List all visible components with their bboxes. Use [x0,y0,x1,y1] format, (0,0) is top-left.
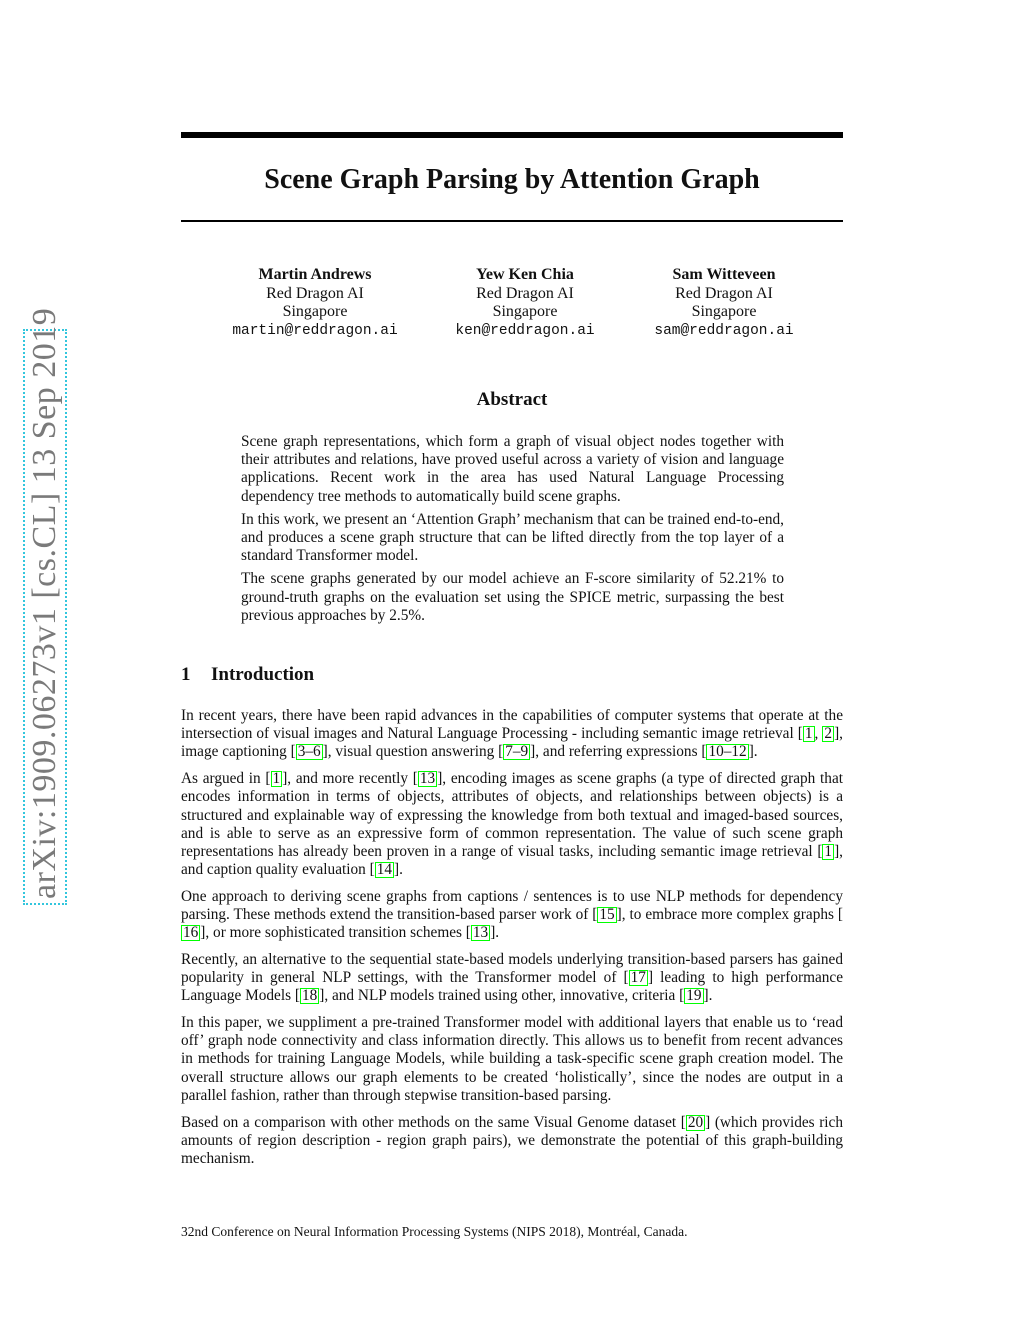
text-run: , [814,725,823,743]
citation-link[interactable]: 1 [824,842,833,860]
body-paragraph [181,951,843,1006]
abstract-paragraph: In this work, we present an ‘Attention Graph’ mechanism that can be trained end-to-end, and produces a scene graph structure that can be lifted directly from the top layer of a standard Transformer model. [241,510,784,565]
section-number: 1 [181,664,191,685]
author-location: Singapore [282,303,348,320]
abstract-heading: Abstract [476,389,548,410]
title-bottom-rule [181,220,843,222]
author-location: Singapore [492,303,558,320]
body-paragraph: In this paper, we suppliment a pre-trained Transformer model with additional layers that enable us to ‘read off’ graph node connectivity and class information directly. This allows us to benefit from recent advances in methods for training Language Models, while building a task-specific scene graph creation model. The overall structure allows our graph elements to be created ‘holistically’, since the nodes are output in a parallel fashion, rather than through stepwise transition-based parsing. [181,1014,843,1104]
abstract-paragraph: Scene graph representations, which form a graph of visual object nodes together with their attributes and relations, have proved useful across a variety of vision and language applications. Recent work in the area has used Natural Language Processing dependency tree methods to automatically build scene graphs. [241,433,784,505]
abstract-paragraph: The scene graphs generated by our model achieve an F-score similarity of 52.21% to ground-truth graphs on the evaluation set using the SPICE metric, surpassing the best previous approaches by 2.5%. [241,570,784,624]
citation-link[interactable]: 13 [419,770,436,788]
text-run: ]. [490,924,500,942]
text-run: One approach to deriving scene graphs from captions / sentences is to use NLP methods for dependency parsing. These methods extend the transition-based parser work of [ [181,887,843,924]
author-affiliation: Red Dragon AI [476,284,574,302]
author-email[interactable]: martin@reddragon.ai [232,322,398,339]
text-run: ], and NLP models trained using other, innovative, criteria [ [319,987,685,1005]
text-run: ], visual question answering [ [322,743,504,761]
author-location: Singapore [691,303,757,320]
citation-link[interactable]: 15 [599,906,615,924]
text-run: Recently, an alternative to the sequential state-based models underlying transition-based parsers has gained popularity in general NLP settings, with the Transformer model of [ [181,950,843,987]
author-affiliation: Red Dragon AI [675,284,773,302]
text-run: ], and caption quality evaluation [ [181,842,843,879]
author-name: Yew Ken Chia [476,266,574,283]
arxiv-identifier-stamp: arXiv:1909.06273v1 [cs.CL] 13 Sep 2019 [23,329,67,905]
text-run: Based on a comparison with other methods on the same Visual Genome dataset [ [181,1113,686,1131]
author-name: Sam Witteveen [672,266,776,283]
body-paragraph [181,888,843,943]
author-2 [415,266,635,340]
citation-link[interactable]: 20 [687,1113,704,1131]
citation-link[interactable]: 7–9 [505,743,529,761]
citation-link[interactable]: 1 [804,725,813,743]
abstract [241,433,784,630]
text-run: In recent years, there have been rapid advances in the capabilities of computer systems that operate at the intersection of visual images and Natural Language Processing - including semantic image retrieval [ [181,707,843,743]
citation-link[interactable]: 2 [824,725,833,743]
text-run: ], and more recently [ [282,770,418,788]
author-email[interactable]: sam@reddragon.ai [654,322,794,339]
author-affiliation: Red Dragon AI [266,284,364,302]
citation-link[interactable]: 3–6 [297,743,321,761]
text-run: As argued in [ [181,770,271,788]
body-paragraph [181,770,843,879]
title-top-rule [181,132,843,138]
text-run: ]. [394,861,403,879]
text-run: ], image captioning [ [181,725,843,761]
text-run: ] leading to high performance Language Models [ [181,969,843,1005]
citation-link[interactable]: 16 [183,924,199,942]
section-title: Introduction [211,664,315,685]
body-paragraph [181,707,843,762]
citation-link[interactable]: 10–12 [708,743,747,761]
conference-footnote: 32nd Conference on Neural Information Processing Systems (NIPS 2018), Montréal, Canada. [181,1224,688,1239]
introduction-body [181,707,843,1177]
author-email[interactable]: ken@reddragon.ai [455,322,595,339]
body-paragraph [181,1114,843,1169]
author-1 [205,266,425,340]
text-run: ], and referring expressions [ [530,743,707,761]
text-run: ], or more sophisticated transition schemes [ [200,924,471,942]
paper-title: Scene Graph Parsing by Attention Graph [264,164,760,195]
text-run: ] (which provides rich amounts of region description - region graph pairs), we demonstrate the potential of this graph-building mechanism. [181,1113,843,1167]
citation-link[interactable]: 17 [630,969,646,987]
text-run: ], encoding images as scene graphs (a type of directed graph that encodes information in terms of objects, attributes of objects, and relationships between objects) is a structured and explainable way of expressing the knowledge from both textual and imaged-based sources, and is able to serve as an expressive form of common representation. The value of such scene graph representations has already been proven in a range of visual tasks, including semantic image retrieval [ [181,770,843,860]
author-name: Martin Andrews [258,266,372,283]
section-heading-introduction [181,664,314,686]
citation-link[interactable]: 18 [301,987,318,1005]
text-run: ], to embrace more complex graphs [ [616,906,843,924]
author-3 [614,266,834,340]
citation-link[interactable]: 1 [272,770,281,788]
text-run: ]. [748,743,758,761]
citation-link[interactable]: 19 [686,987,702,1005]
citation-link[interactable]: 13 [472,924,489,942]
text-run: ]. [703,987,713,1005]
citation-link[interactable]: 14 [376,861,392,879]
